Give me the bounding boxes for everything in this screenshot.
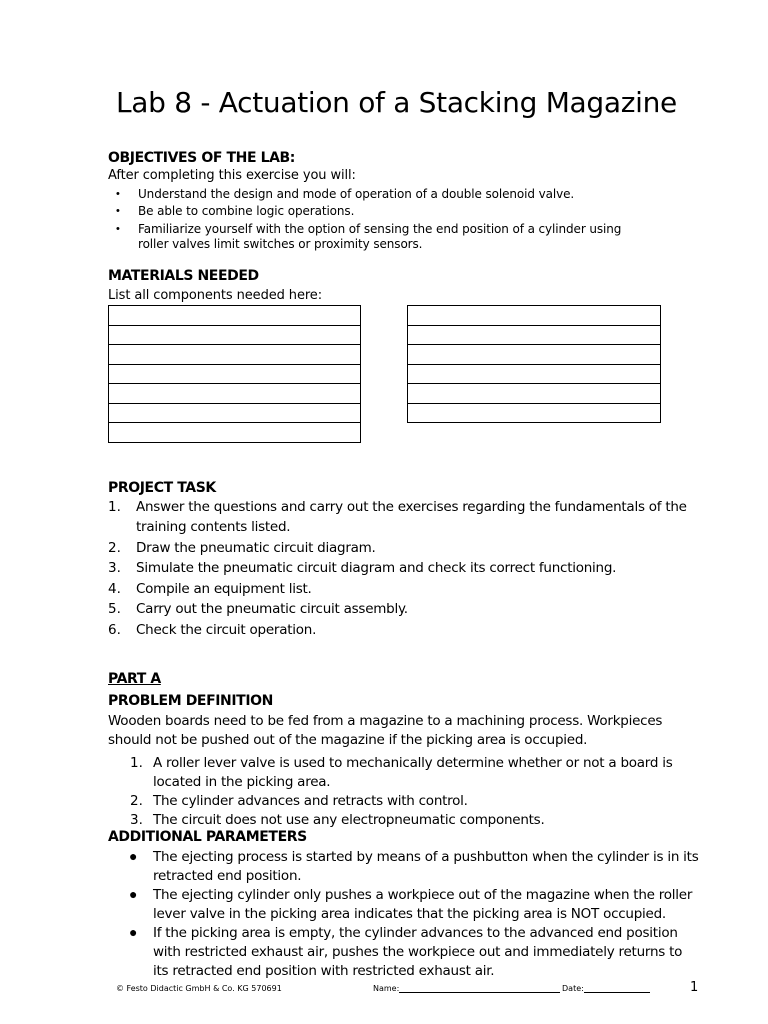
list-number: 1.: [108, 499, 121, 515]
date-line[interactable]: [584, 992, 650, 993]
parameter-item: The ejecting process is started by means of a pushbutton when the cylinder is in its: [153, 849, 699, 865]
project-item: Check the circuit operation.: [136, 622, 317, 638]
materials-cell[interactable]: [408, 345, 661, 365]
project-item: Draw the pneumatic circuit diagram.: [136, 540, 376, 556]
materials-table-left: [108, 305, 361, 443]
materials-cell[interactable]: [109, 345, 361, 365]
name-line[interactable]: [399, 992, 560, 993]
objective-item: Understand the design and mode of operation of a double solenoid valve.: [138, 187, 575, 201]
objective-item: Familiarize yourself with the option of sensing the end position of a cylinder using: [138, 222, 622, 236]
list-number: 6.: [108, 622, 121, 638]
problem-item: The circuit does not use any electropneumatic components.: [153, 812, 545, 828]
bullet-icon: ●: [129, 924, 138, 940]
parameter-item-continued: with restricted exhaust air, pushes the workpiece out and immediately returns to: [153, 944, 683, 960]
materials-cell[interactable]: [408, 364, 661, 384]
project-item: Carry out the pneumatic circuit assembly.: [136, 601, 408, 617]
footer-name-field: [373, 984, 560, 993]
materials-cell[interactable]: [408, 306, 661, 326]
materials-cell[interactable]: [408, 403, 661, 423]
additional-parameters-heading: ADDITIONAL PARAMETERS: [108, 829, 307, 845]
problem-item: A roller lever valve is used to mechanically determine whether or not a board is: [153, 755, 673, 771]
problem-definition-heading: PROBLEM DEFINITION: [108, 693, 273, 709]
list-number: 3.: [130, 812, 143, 828]
date-label: Date:: [562, 984, 584, 993]
part-a-heading: PART A: [108, 671, 161, 687]
materials-cell[interactable]: [109, 364, 361, 384]
problem-text-continued: should not be pushed out of the magazine if the picking area is occupied.: [108, 732, 588, 748]
list-number: 1.: [130, 755, 143, 771]
name-label: Name:: [373, 984, 400, 993]
materials-cell[interactable]: [408, 325, 661, 345]
project-item-continued: training contents listed.: [136, 519, 291, 535]
list-number: 2.: [130, 793, 143, 809]
page-number: 1: [690, 980, 699, 995]
list-number: 2.: [108, 540, 121, 556]
page-title: Lab 8 - Actuation of a Stacking Magazine: [116, 86, 677, 119]
problem-item-continued: located in the picking area.: [153, 774, 331, 790]
bullet-icon: ●: [129, 886, 138, 902]
materials-cell[interactable]: [109, 306, 361, 326]
project-item: Simulate the pneumatic circuit diagram and check its correct functioning.: [136, 560, 617, 576]
materials-cell[interactable]: [109, 403, 361, 423]
footer-date-field: [562, 984, 650, 993]
parameter-item-continued: retracted end position.: [153, 868, 302, 884]
materials-heading: MATERIALS NEEDED: [108, 268, 259, 284]
footer-copyright: © Festo Didactic GmbH & Co. KG 570691: [116, 984, 282, 993]
parameter-item-continued: its retracted end position with restricted exhaust air.: [153, 963, 495, 979]
project-item: Answer the questions and carry out the exercises regarding the fundamentals of the: [136, 499, 687, 515]
parameter-item: The ejecting cylinder only pushes a workpiece out of the magazine when the roller: [153, 887, 693, 903]
objectives-heading: OBJECTIVES OF THE LAB:: [108, 150, 296, 166]
problem-text: Wooden boards need to be fed from a magazine to a machining process. Workpieces: [108, 713, 663, 729]
bullet-icon: •: [116, 223, 120, 235]
materials-table-right: [407, 305, 661, 423]
materials-cell[interactable]: [109, 325, 361, 345]
list-number: 4.: [108, 581, 121, 597]
problem-item: The cylinder advances and retracts with control.: [153, 793, 468, 809]
parameter-item-continued: lever valve in the picking area indicates that the picking area is NOT occupied.: [153, 906, 666, 922]
objectives-intro: After completing this exercise you will:: [108, 168, 356, 183]
project-task-heading: PROJECT TASK: [108, 480, 216, 496]
materials-cell[interactable]: [408, 384, 661, 404]
bullet-icon: ●: [129, 848, 138, 864]
list-number: 5.: [108, 601, 121, 617]
materials-intro: List all components needed here:: [108, 288, 322, 303]
bullet-icon: •: [116, 205, 120, 217]
bullet-icon: •: [116, 188, 120, 200]
project-item: Compile an equipment list.: [136, 581, 312, 597]
materials-cell[interactable]: [109, 384, 361, 404]
materials-cell[interactable]: [109, 423, 361, 443]
objective-item: Be able to combine logic operations.: [138, 204, 355, 218]
list-number: 3.: [108, 560, 121, 576]
objective-item-continued: roller valves limit switches or proximity sensors.: [138, 237, 423, 251]
parameter-item: If the picking area is empty, the cylinder advances to the advanced end position: [153, 925, 678, 941]
